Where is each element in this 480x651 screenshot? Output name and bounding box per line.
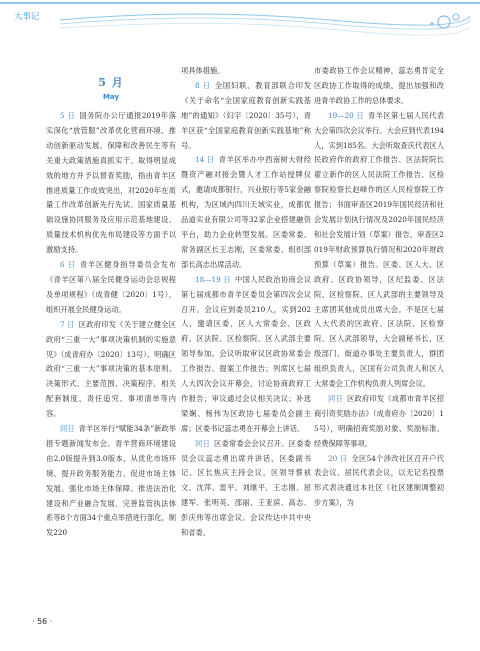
event-date: 8 日: [195, 80, 211, 90]
event-date: 5 日: [60, 111, 76, 120]
event-text: 全国妇联、教育部联合印发《关于命名“全国家庭教育创新实践基地”的通知》（妇字〔2020〕35号），青羊区获“全国家庭教育创新实践基地”称号。: [181, 80, 311, 150]
event-text: 市委政协工作会议精神，蕊志勇肯定全区政协工作取得的成绩，提出加强和改进青羊政协工作的总体要求。: [314, 66, 444, 105]
event-entry: [46, 258, 176, 318]
event-entry: [314, 452, 444, 512]
column-3: [314, 64, 444, 511]
event-text: 青羊区举行“赋能34条”新政举措专题新闻发布会。青羊营商环境建设由2.0版提升到3.0版本，从优化市场环境、提升政务服务能力、促进市场主体发展、强化市场主体保障、推进法治化建设和产业融合发展、完善监管执法体系等8个方面34个重点举措进行部化，制发220: [46, 424, 176, 538]
event-text: 区政府印发《成都市青羊区招商引资奖励办法》（成青府办〔2020〕15号），明确招商奖励对象、奖励标准、经费保障等事项。: [314, 393, 444, 448]
event-text: 青羊区第七届人民代表大会第四次会议举行。大会应到代表194人，实到185名。大会听取查庆代表区人民政府作的政府工作报告、区法院院长翟立新作的区人民法院工作报告、区检察院检察长赵峰作的区人民检察院工作报告；书面审查区2019年国民经济和社会发展计划执行情况及2020年国民经济和社会发展计划（草案）报告，审查区2019年财政预算执行情况和2020年财政预算（草案）报告。区委、区人大、区政府、区政协领导，区纪监委、区法院、区检察院、区人武部的主要领导及主席团其他成员出席大会。不是区七届人大代表的区政府、区法院、区检察院、区人武部领导，大会副秘书长，区级部门、街道办事处主要负责人，群团组织负责人，区国有公司负责人和区人大常委会工作机构负责人列席会议。: [314, 110, 444, 389]
event-date: 同日: [328, 393, 343, 403]
header-wave-decoration: [0, 0, 480, 44]
event-date: 7 日: [60, 319, 75, 329]
event-date: 同日: [60, 424, 75, 434]
event-entry: [46, 109, 176, 258]
event-entry: [181, 273, 311, 437]
event-text: 中国人民政治协商会议第七届成都市青羊区委员会第四次会议召开。会议应到委员210人，实到202人，邀请区委、区人大常委会、区政府、区法院、区检察院、区人武部主要领导参加。会议听取审议区政协常委会工作报告、提案工作报告；列席区七届人大四次会议开幕会，讨论协商政府工作报告；审议通过会议相关决议；补选梁娴、杨伟为区政协七届委员会副主席；区委书记蕊志勇在开幕会上讲话。: [181, 274, 311, 433]
event-entry: [314, 109, 444, 392]
column-1: [46, 62, 176, 541]
event-entry: [181, 64, 311, 79]
event-date: 20 日: [328, 453, 348, 463]
event-date: 19—20 日: [328, 110, 365, 120]
event-entry: [181, 79, 311, 154]
event-text: 国务院办公厅通报2019年落实深化“放管服”改革优化营商环境、推动创新驱动发展、保障和改善民生等有关重大政策措施真抓实干、取得明显成效的地方并予以督查奖励，指由青羊区推进质量工作成效突出，对2020年在质量工作改革创新先行先试、国家质量基础设施协同服务及应用示范基地建设、质量技术机构优先布局建设等方面予以激励支持。: [46, 111, 177, 255]
section-title: 大事记: [14, 12, 40, 22]
page-header: [0, 0, 480, 44]
event-text: 区委常委会会议召开。区委委员会议蕊志勇出席并讲话，区委副书记、区长焦庆主持会议，区领导蔡祯文、沈萍、雷平、刘继平、王志刚、屈建军、张明英、邵丽、王亚滨、高志、彭庆伟等出席会议。会议传达中共中央和省委、: [181, 438, 311, 538]
event-date: 同日: [195, 438, 210, 448]
event-entry: [46, 318, 176, 422]
event-entry: [46, 422, 176, 541]
event-text: 青羊区健身指导委员会发布《青羊区第八届全民健身运动会总规程及单项规程》（成青健〔2020〕1号），组织开展全民健身运动。: [46, 260, 176, 314]
event-text: 项具体措施。: [181, 66, 225, 75]
event-entry: [314, 64, 444, 109]
event-entry: [181, 437, 311, 541]
page-number: · 56 ·: [32, 617, 53, 626]
event-text: 区政府印发《关于建立健全区政府“三重一大”事项决策机制的实施意见》（成青府办〔2020〕13号）。明确区政府“三重一大”事项决策的基本原则、决策形式、主要范围、决策程序、相关配套制度、责任追究、事项清单等内容。: [46, 319, 176, 419]
month-title: 5 月: [98, 76, 124, 89]
column-2: [181, 64, 311, 541]
event-date: 18—19 日: [195, 274, 232, 284]
event-text: 青羊区举办中西南树大财经暨资产融对接会暨人才工作站授牌仪式，邀请成都银行，兴业银行等5家金融机构，为区域内四川天域实业，成都优品道实业有限公司等32家企业搭建融资平台，助力企业转型发展。区委常委、常务副区长王志刚，区委常委、组织部部长高志出席活动。: [181, 155, 311, 269]
month-en: May: [102, 93, 120, 101]
month-heading: [46, 74, 176, 101]
event-entry: [181, 153, 311, 272]
event-date: 14 日: [195, 155, 215, 165]
event-entry: [314, 392, 444, 452]
event-date: 6 日: [60, 260, 76, 270]
event-text: 全区54个涉改社区召开户代表会议、居民代表会议，以无记名投票形式表决通过本社区《社区建制调整初步方案》，为: [314, 453, 444, 508]
